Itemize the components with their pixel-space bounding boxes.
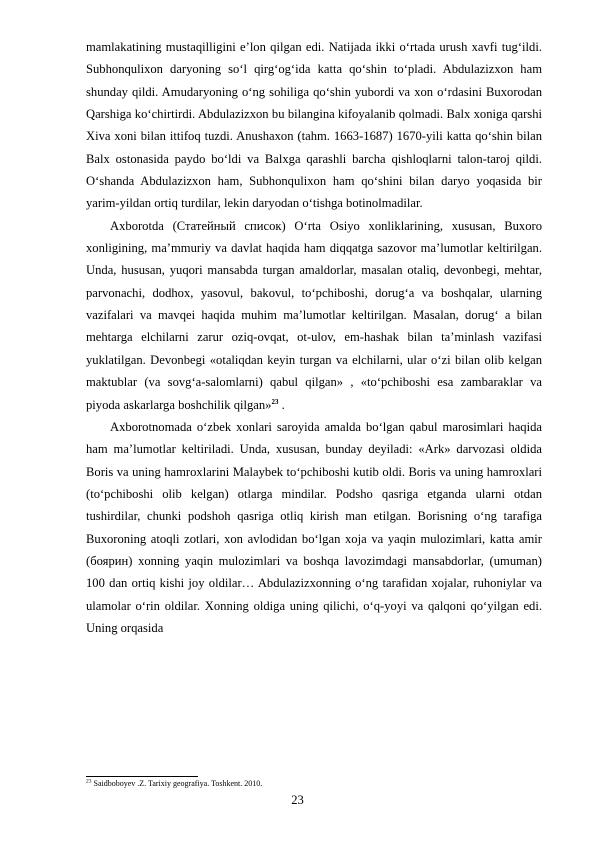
footnote-reference: 23 [271,397,279,406]
paragraph-1: mamlakatining mustaqilligini e’lon qilgan edi. Natijada ikki o‘rtada urush xavfi tug‘ildi. Subhonqulixon daryoning so‘l qirg‘og‘ida katta qo‘shin to‘pladi. Abdulazizxon ham shunday qildi. Amudaryoning o‘ng sohiliga qo‘shin yubordi va xon o‘rdasini Buxorodan Qarshiga ko‘chirtirdi. Abdulazizxon bu bilangina kifoyalanib qolmadi. Balx xoniga qarshi Xiva xoni bilan ittifoq tuzdi. Anushaxon (tahm. 1663-1687) 1670-yili katta qo‘shin bilan Balx ostonasida paydo bo‘ldi va Balxga qarashli barcha qishloqlarni talon-taroj qildi. O‘shanda Abdulazizxon ham, Subhonqulixon ham qo‘shini bilan daryo yoqasida bir yarim-yildan ortiq turdilar, lekin daryodan o‘tishga botinolmadilar. [86,40,542,211]
paragraph-3: Axborotnomada o‘zbek xonlari saroyida amalda bo‘lgan qabul marosimlari haqida ham ma’lumotlar keltiriladi. Unda, xususan, bunday deyiladi: «Ark» darvozasi oldida Boris va uning hamroxlarini Malaybek to‘pchiboshi kutib oldi. Boris va uning hamroxlari (to‘pchiboshi olib kelgan) otlarga mindilar. Podsho qasriga etganda ularni otdan tushirdilar, chunki podshoh qasriga otliq kirish man etilgan. Borisning o‘ng tarafiga Buxoroning atoqli zotlari, xon avlodidan bo‘lgan xoja va yaqin mulozimlari, katta amir (боярин) xonning yaqin mulozimlari va boshqa lavozimdagi mansabdorlar, (umuman) 100 dan ortiq kishi joy oldilar… Abdulazizxonning o‘ng tarafidan xojalar, ruhoniylar va ulamolar o‘rin oldilar. Xonning oldiga uning qilichi, o‘q-yoyi va qalqoni qo‘yilgan edi. Uning orqasida [86,419,542,635]
footnote [86,779,542,789]
paragraph-2 [86,215,542,416]
paragraph-2-tail: . [278,397,285,412]
paragraph-2-text: Axborotda (Статейный список) O‘rta Osiyo xonliklarining, xususan, Buxoro xonligining, ma’mmuriy va davlat haqida ham diqqatga sazovor ma’lumotlar keltirilgan. Unda, hususan, yuqori mansabda turgan amaldorlar, masalan otaliq, devonbegi, mehtar, parvonachi, dodhox, yasovul, bakovul, to‘pchiboshi, dorug‘a va boshqalar, ularning vazifalari va mavqei haqida muhim ma’lumotlar keltirilgan. Masalan, dorug‘ a bilan mehtarga elchilarni zarur oziq-ovqat, ot-ulov, em-hashak bilan ta’minlash vazifasi yuklatilgan. Devonbegi «otaliqdan keyin turgan va elchilarni, ular o‘zi bilan olib kelgan maktublar (va sovg‘a-salomlarni) qabul qilgan» , «to‘pchiboshi esa zambaraklar va piyoda askarlarga boshchilik qilgan» [86,218,542,412]
footnote-mark: 23 [86,778,92,785]
page-body [86,36,542,639]
page-number: 23 [291,793,304,807]
footnote-separator [86,776,198,777]
footnote-text: Saidboboyev .Z. Tarixiy geografiya. Toshkent. 2010. [91,779,263,788]
